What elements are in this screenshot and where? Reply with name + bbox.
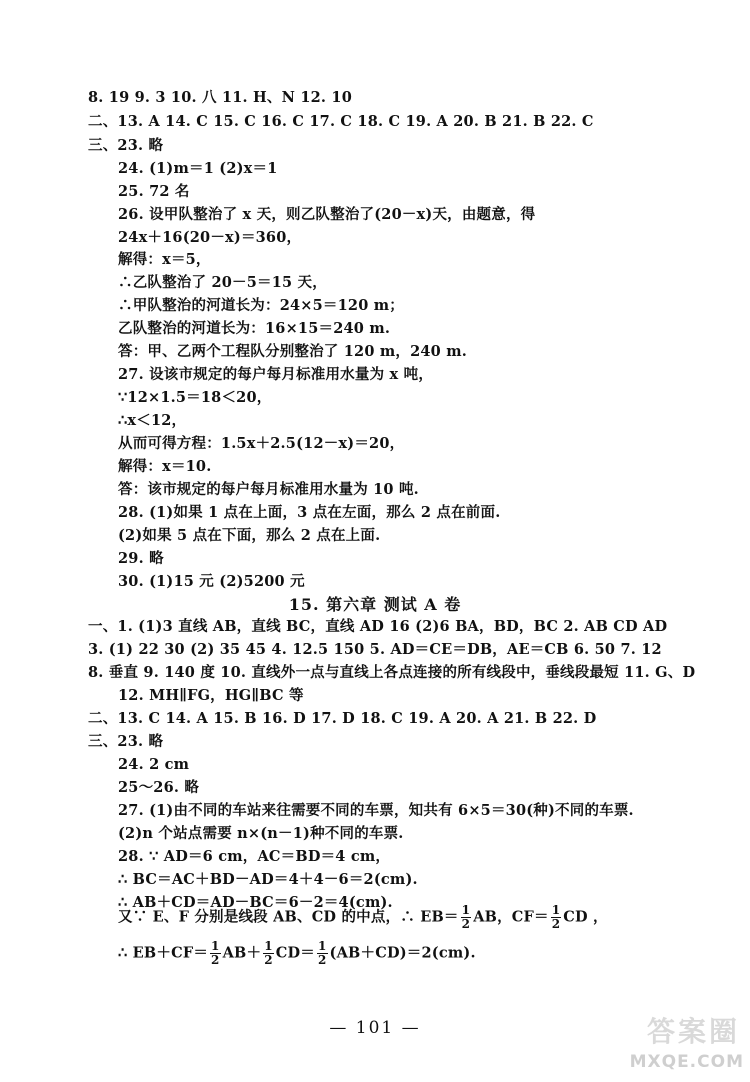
- answer-line: ∴乙队整治了 20－5＝15 天，: [118, 274, 327, 291]
- answer-line: 答：该市规定的每户每月标准用水量为 10 吨.: [118, 481, 419, 498]
- denominator: 2: [551, 917, 561, 931]
- answer-line: 三、23. 略: [88, 137, 164, 154]
- answer-line: 25～26. 略: [118, 779, 200, 796]
- denominator: 2: [264, 953, 273, 967]
- answer-line: 解得：x＝5，: [118, 251, 211, 268]
- answer-line: 8. 19 9. 3 10. 八 11. H、N 12. 10: [88, 89, 352, 106]
- answer-line: 27. 设该市规定的每户每月标准用水量为 x 吨，: [118, 366, 434, 383]
- answer-line: 28. ∵ AD＝6 cm，AC＝BD＝4 cm，: [118, 848, 391, 865]
- answer-line: 27. (1)由不同的车站来往需要不同的车票，知共有 6×5＝30(种)不同的车票.: [118, 802, 634, 819]
- fraction: [263, 940, 274, 967]
- fraction: [461, 904, 472, 931]
- line-text: CD＝: [275, 944, 315, 962]
- answer-line: 乙队整治的河道长为：16×15＝240 m.: [118, 320, 391, 337]
- answer-line: 答：甲、乙两个工程队分别整治了 120 m，240 m.: [118, 343, 468, 360]
- fraction: [210, 940, 221, 967]
- answer-line: 从而可得方程：1.5x＋2.5(12－x)＝20，: [118, 435, 405, 452]
- answer-line: 12. MH∥FG，HG∥BC 等: [118, 687, 304, 704]
- answer-line: (2)n 个站点需要 n×(n－1)种不同的车票.: [118, 825, 404, 842]
- answer-line: ∴甲队整治的河道长为：24×5＝120 m；: [118, 297, 404, 314]
- numerator: 1: [551, 903, 561, 917]
- denominator: 2: [317, 953, 327, 967]
- numerator: 1: [264, 939, 273, 953]
- answer-line: 三、23. 略: [88, 733, 164, 750]
- fraction: [317, 940, 328, 967]
- line-text: 又∵ E、F 分别是线段 AB、CD 的中点，∴ EB＝: [118, 908, 459, 926]
- answer-line: 24x＋16(20－x)＝360，: [118, 229, 302, 246]
- answer-line: 8. 垂直 9. 140 度 10. 直线外一点与直线上各点连接的所有线段中，垂线段最短 11. G、D: [88, 664, 696, 681]
- denominator: 2: [211, 953, 220, 967]
- numerator: 1: [461, 903, 471, 917]
- answer-line: 26. 设甲队整治了 x 天，则乙队整治了(20－x)天，由题意，得: [118, 206, 536, 223]
- line-text: (AB＋CD)＝2(cm).: [329, 944, 476, 962]
- numerator: 1: [317, 939, 327, 953]
- watermark-logo: [614, 1010, 744, 1074]
- answer-line: 29. 略: [118, 550, 164, 567]
- numerator: 1: [211, 939, 220, 953]
- fraction-answer-line: [118, 904, 608, 931]
- watermark-url: MXQE.COM: [629, 1052, 744, 1072]
- answer-line: 30. (1)15 元 (2)5200 元: [118, 573, 305, 590]
- line-text: AB，CF＝: [473, 908, 549, 926]
- answer-line: ∴ BC＝AC＋BD－AD＝4＋4－6＝2(cm).: [118, 871, 418, 888]
- line-text: ∴ EB＋CF＝: [118, 944, 209, 962]
- page-number: — 101 —: [329, 1018, 421, 1038]
- answer-line: 24. (1)m＝1 (2)x＝1: [118, 160, 278, 177]
- answer-line: 28. (1)如果 1 点在上面，3 点在左面，那么 2 点在前面.: [118, 504, 501, 521]
- answer-line: ∴x＜12，: [118, 412, 187, 429]
- answer-line: (2)如果 5 点在下面，那么 2 点在上面.: [118, 527, 381, 544]
- answer-line: 一、1. (1)3 直线 AB，直线 BC，直线 AD 16 (2)6 BA，BD，BC 2. AB CD AD: [88, 618, 668, 635]
- fraction-answer-line: [118, 940, 476, 967]
- line-text: CD ，: [563, 908, 608, 926]
- answer-line: 解得：x＝10.: [118, 458, 212, 475]
- answer-line: 3. (1) 22 30 (2) 35 45 4. 12.5 150 5. AD＝CE＝DB，AE＝CB 6. 50 7. 12: [88, 641, 662, 658]
- line-text: AB＋: [222, 944, 262, 962]
- watermark-text: 答案圈: [646, 1015, 740, 1048]
- section-title: 15. 第六章 测试 A 卷: [288, 595, 462, 614]
- answer-line: ∴ AB＋CD＝AD－BC＝6－2＝4(cm).: [118, 894, 393, 911]
- answer-line: 24. 2 cm: [118, 756, 190, 773]
- fraction: [551, 904, 562, 931]
- denominator: 2: [461, 917, 471, 931]
- answer-line: 25. 72 名: [118, 183, 190, 200]
- answer-line: 二、13. C 14. A 15. B 16. D 17. D 18. C 19. A 20. A 21. B 22. D: [88, 710, 597, 727]
- answer-line: ∵12×1.5＝18＜20，: [118, 389, 272, 406]
- answer-line: 二、13. A 14. C 15. C 16. C 17. C 18. C 19. A 20. B 21. B 22. C: [88, 113, 594, 130]
